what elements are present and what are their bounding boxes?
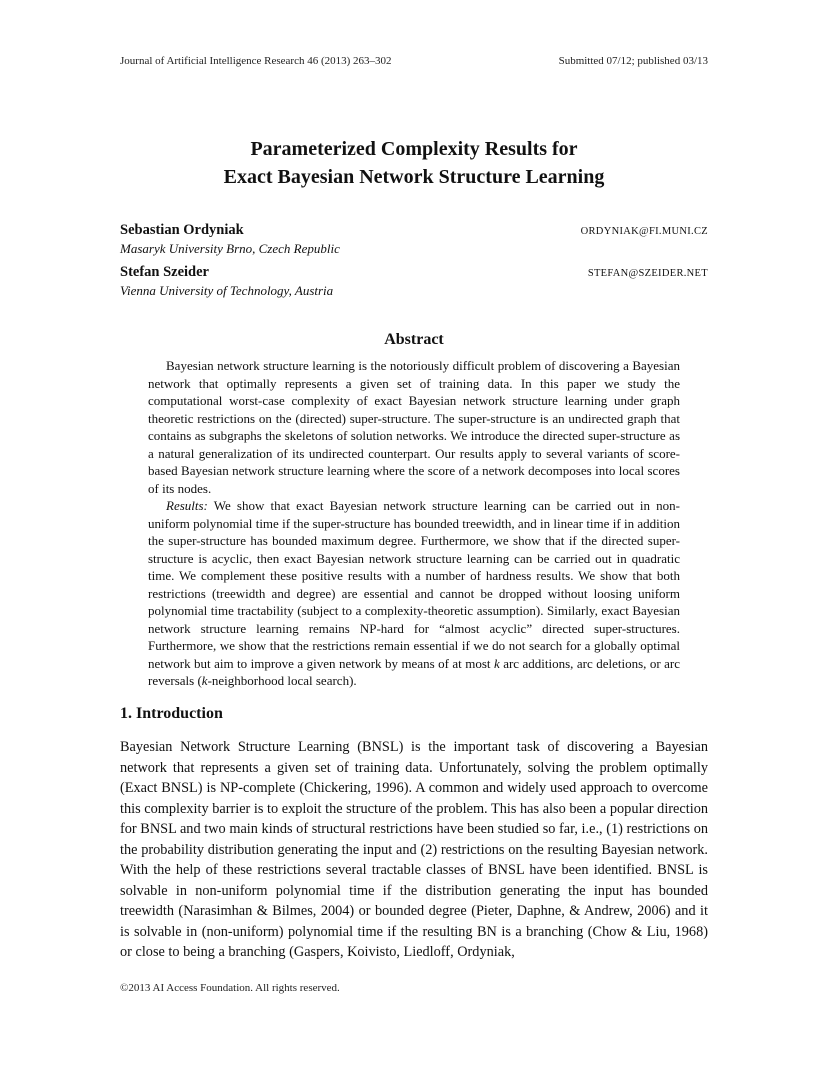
title-line-2: Exact Bayesian Network Structure Learning [223,166,605,188]
results-text-end: -neighborhood local search). [207,673,357,688]
k-variable: k [493,655,500,671]
section-heading-introduction: 1. Introduction [120,705,223,722]
running-header [120,55,708,67]
author-block-1 [120,222,708,257]
author-email: STEFAN@SZEIDER.NET [587,268,708,279]
journal-citation: Journal of Artificial Intelligence Research 46 (2013) 263–302 [120,55,392,67]
abstract-heading: Abstract [384,331,444,348]
author-affiliation: Masaryk University Brno, Czech Republic [120,241,340,256]
author-name: Stefan Szeider [120,264,209,280]
abstract-paragraph-2 [148,497,680,690]
introduction-paragraph: Bayesian Network Structure Learning (BNSL) is the important task of discovering a Bayesian network that represents a given set of training data. Unfortunately, solving the problem optimally (Exact BNSL) is NP-complete (Chickering, 1996). A common and widely used approach to overcome this complexity barrier is to exploit the structure of the problem. This has also been a popular direction for BNSL and two main kinds of structural restrictions have been studied so far, i.e., (1) restrictions on the probability distribution generating the input and (2) restrictions on the resulting Bayesian network. With the help of these restrictions several tractable classes of BNSL have been identified. BNSL is solvable in non-uniform polynomial time if the distribution generating the input has bounded treewidth (Narasimhan & Bilmes, 2004) or bounded degree (Pieter, Daphne, & Andrew, 2006) and it is solvable in (non-uniform) polynomial time if the resulting BN is a branching (Chow & Liu, 1968) or close to being a branching (Gaspers, Koivisto, Liedloff, Ordyniak, [120,739,708,960]
paper-title [0,135,828,191]
author-name: Sebastian Ordyniak [120,222,244,238]
results-text: We show that exact Bayesian network structure learning can be carried out in non-uniform polynomial time if the super-structure has bounded treewidth, and in linear time if in addition the super-structure has bounded maximum degree. Furthermore, we show that if the directed super-structure is acyclic, then exact Bayesian network structure learning can be carried out in quadratic time. We complement these positive results with a number of hardness results. We show that both restrictions (treewidth and degree) are essential and cannot be dropped without loosing uniform polynomial time tractability (subject to a complexity-theoretic assumption). Similarly, exact Bayesian network structure learning remains NP-hard for “almost acyclic” directed super-structures. Furthermore, we show that the restrictions remain essential if we do not search for a globally optimal network but aim to improve a given network by means of at most [148,498,680,671]
author-affiliation: Vienna University of Technology, Austria [120,283,334,298]
abstract-body [148,357,680,690]
results-label: Results: [166,498,208,513]
results-text-mid: arc additions, arc deletions, or arc reversals ( [148,655,680,688]
k-variable: k [201,673,208,688]
author-block-2 [120,264,708,299]
title-line-1: Parameterized Complexity Results for [250,138,578,160]
copyright-footer: ©2013 AI Access Foundation. All rights reserved. [120,982,340,994]
abstract-paragraph-1: Bayesian network structure learning is the notoriously difficult problem of discovering a Bayesian network that optimally represents a given set of training data. In this paper we study the computational worst-case complexity of exact Bayesian network structure learning under graph theoretic restrictions on the (directed) super-structure. The super-structure is an undirected graph that contains as subgraphs the skeletons of solution networks. We introduce the directed super-structure as a natural generalization of its undirected counterpart. Our results apply to several variants of score-based Bayesian network structure learning where the score of a network decomposes into local scores of its nodes. [148,358,680,496]
submission-dates: Submitted 07/12; published 03/13 [558,55,708,67]
author-email: ORDYNIAK@FI.MUNI.CZ [580,226,708,237]
